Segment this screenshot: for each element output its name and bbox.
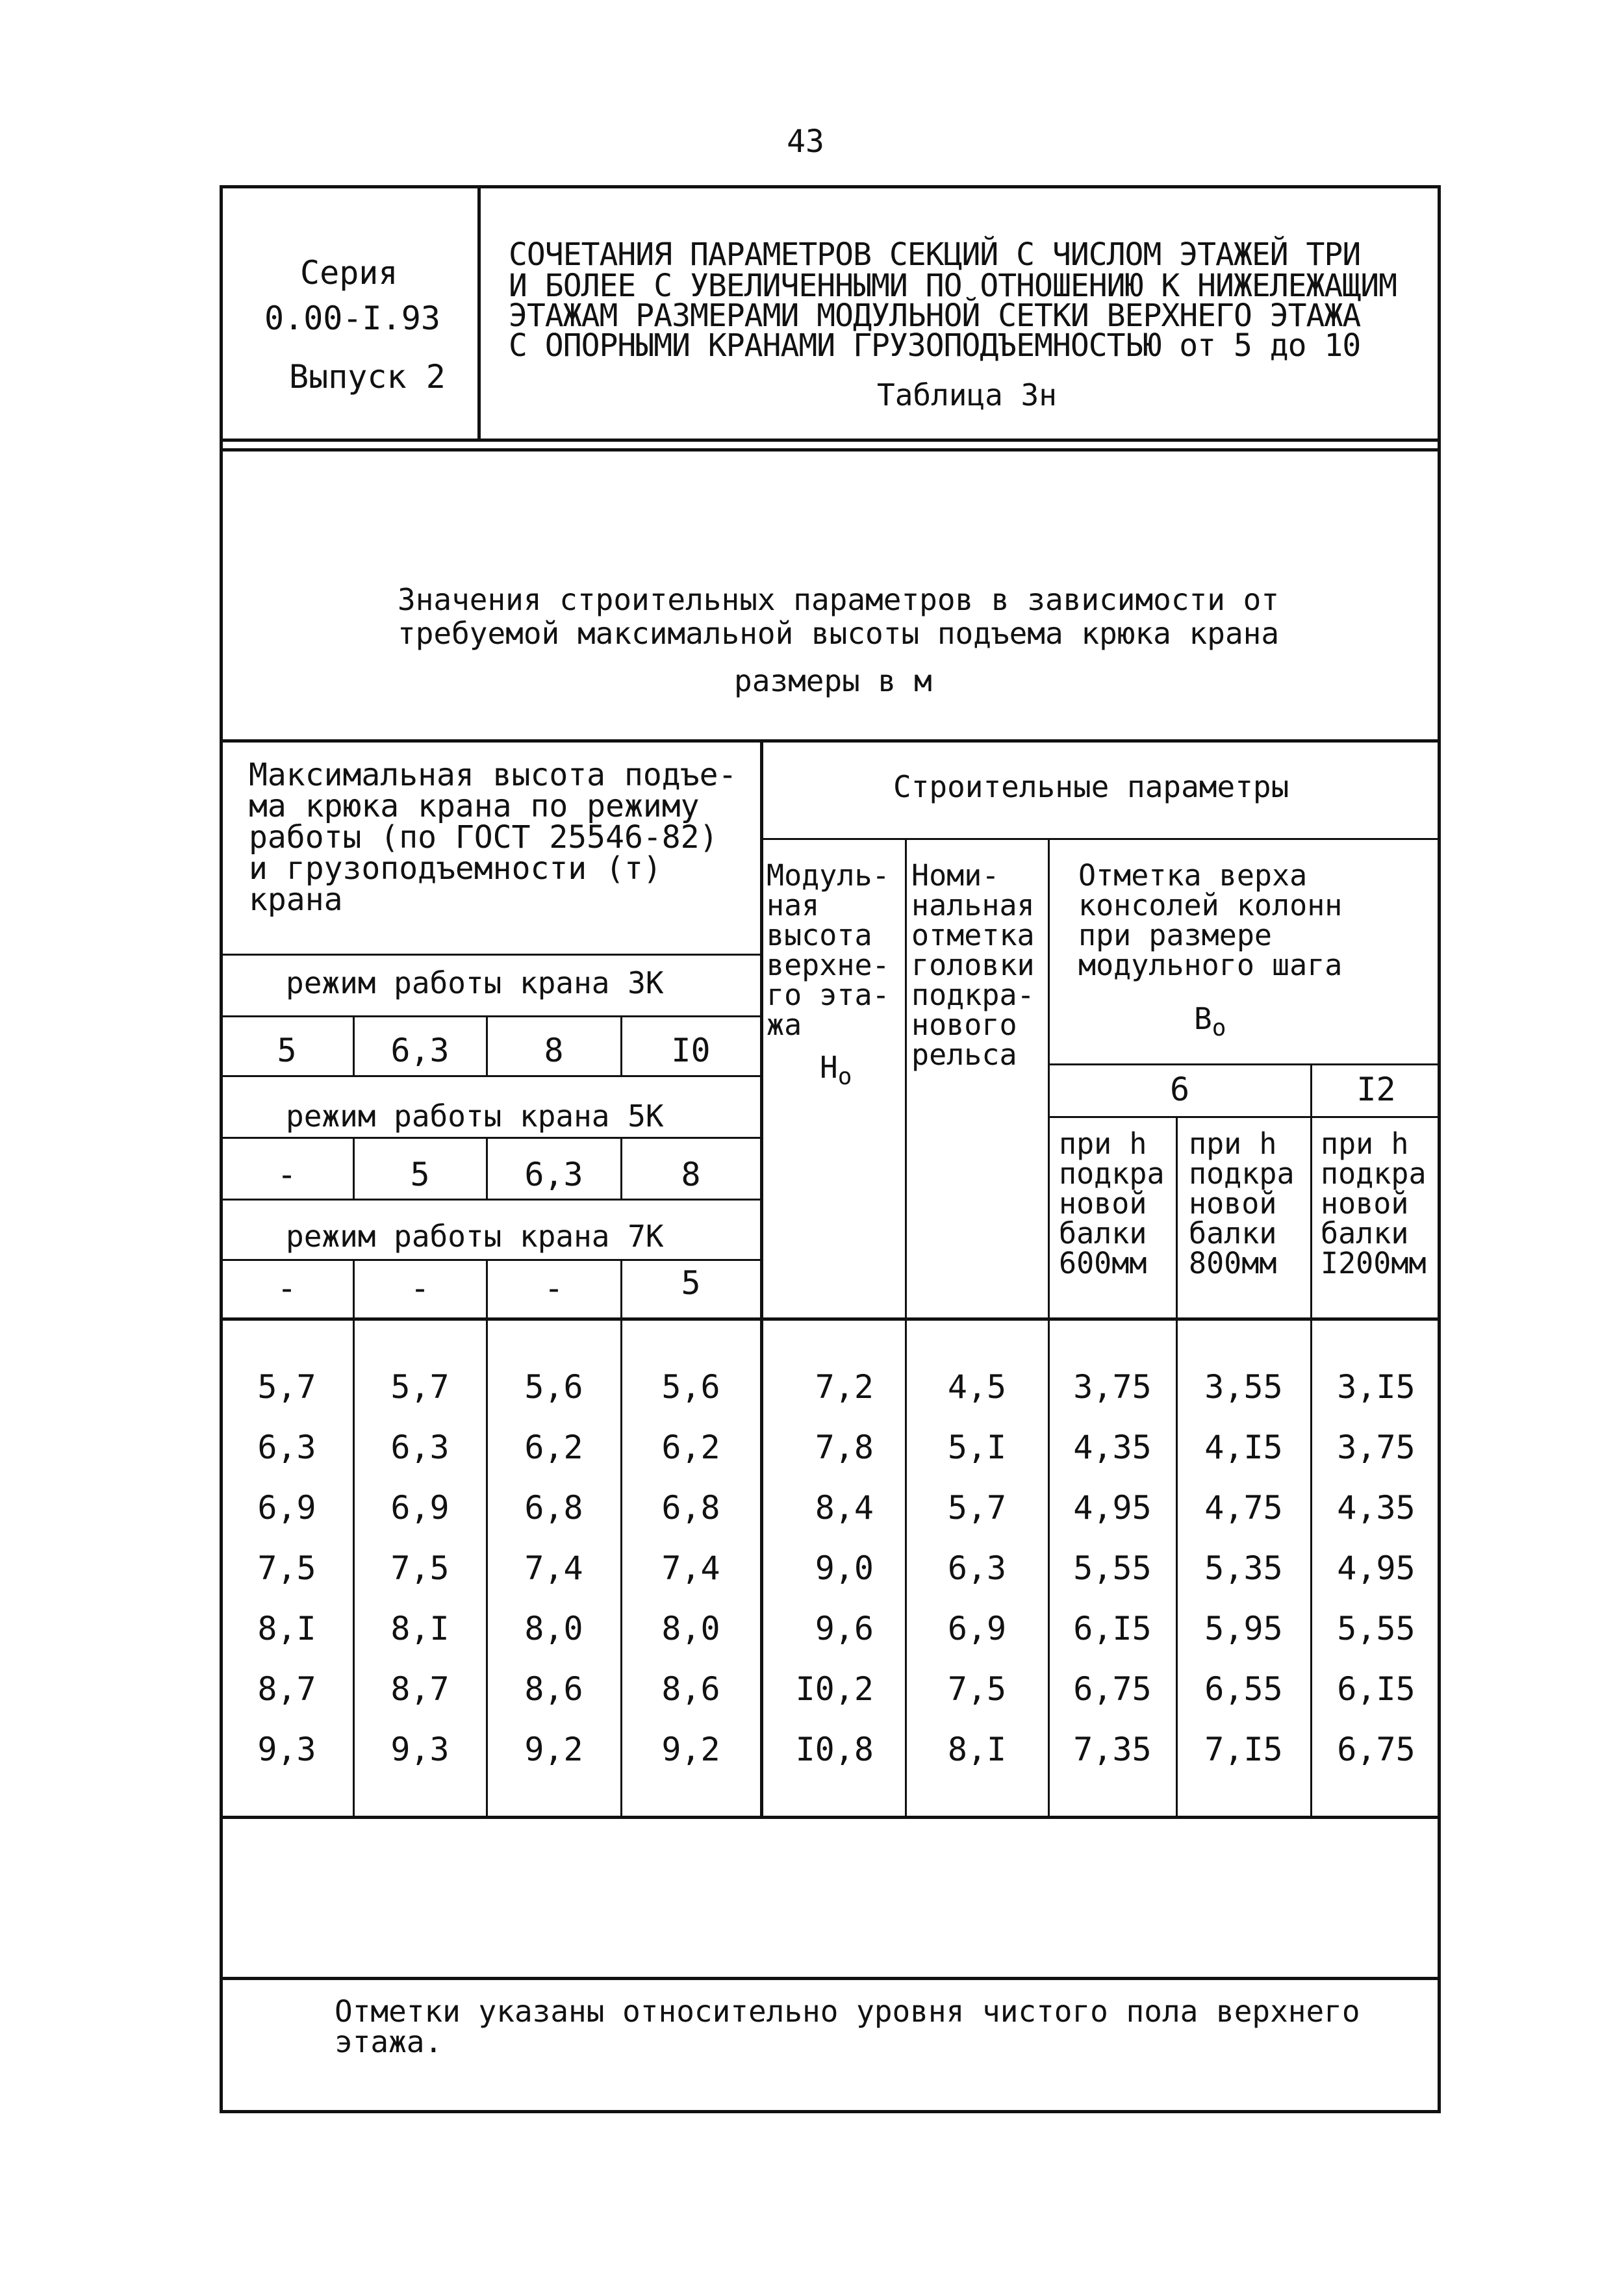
left-col-line-2c	[486, 1259, 488, 1816]
table-cell: 5,6	[524, 1368, 583, 1406]
table-cell: 9,2	[524, 1731, 583, 1768]
note-top-line	[220, 1977, 1441, 1980]
step-12-label: I2	[1356, 1071, 1396, 1108]
left-header-line-4: и грузоподъемности (т)	[249, 850, 662, 887]
page-number: 43	[787, 123, 824, 160]
table-cell: 6,I5	[1337, 1670, 1415, 1708]
beam-600-header: при h подкра новой балки 600мм	[1059, 1126, 1165, 1280]
caption-units: размеры в м	[734, 663, 932, 698]
params-col-line-3	[1176, 1116, 1178, 1818]
table-cell: 4,95	[1337, 1549, 1415, 1587]
mode-5k-value: 5	[410, 1156, 430, 1193]
table-label: Таблица 3н	[877, 377, 1057, 413]
table-cell: 6,8	[661, 1489, 720, 1527]
params-header-line	[760, 838, 1441, 840]
beam-800-header: при h подкра новой балки 800мм	[1189, 1126, 1295, 1280]
left-header-line-2: ма крюка крана по режиму	[249, 788, 700, 824]
caption-line-2: требуемой максимальной высоты подъема крюка крана	[398, 616, 1280, 651]
table-cell: 6,3	[390, 1429, 450, 1466]
table-cell: 5,7	[257, 1368, 316, 1406]
table-bottom-line	[220, 1816, 1441, 1819]
mode-5k-label: режим работы крана 5К	[286, 1099, 664, 1134]
table-cell: 6,I5	[1073, 1610, 1152, 1647]
params-header: Строительные параметры	[893, 769, 1289, 804]
table-cell: 9,2	[661, 1731, 720, 1768]
title-line-4: С ОПОРНЫМИ КРАНАМИ ГРУЗОПОДЪЕМНОСТЬЮ от 5 до 10	[509, 327, 1361, 364]
mode-3k-value: 5	[277, 1032, 297, 1069]
left-mode3-top	[220, 1199, 760, 1201]
table-cell: 7,4	[661, 1549, 720, 1587]
table-cell: 8,6	[661, 1670, 720, 1708]
table-cell: 5,35	[1204, 1549, 1283, 1587]
table-cell: 6,2	[661, 1429, 720, 1466]
mode-3k-value: 6,3	[390, 1032, 450, 1069]
table-cell: 8,I	[947, 1731, 1007, 1768]
table-cell: 8,4	[815, 1489, 874, 1527]
table-cell: 7,5	[947, 1670, 1007, 1708]
mode-3k-value: 8	[544, 1032, 564, 1069]
table-cell: 5,7	[947, 1489, 1007, 1527]
left-col-line-3c	[620, 1259, 622, 1816]
table-cell: 4,35	[1337, 1489, 1415, 1527]
left-params-divider	[760, 739, 763, 1818]
table-cell: 9,6	[815, 1610, 874, 1647]
header-bottom-line	[220, 439, 1441, 442]
table-cell: 8,I	[390, 1610, 450, 1647]
caption-line-1: Значения строительных параметров в зависимости от	[398, 582, 1280, 617]
table-cell: 4,I5	[1204, 1429, 1283, 1466]
table-cell: 5,95	[1204, 1610, 1283, 1647]
table-cell: 6,3	[257, 1429, 316, 1466]
console-step-line	[1048, 1063, 1441, 1065]
table-cell: 6,9	[390, 1489, 450, 1527]
col-console-symbol: $B_o$	[1194, 1001, 1226, 1042]
table-cell: 7,5	[257, 1549, 316, 1587]
mode-5k-value: 8	[681, 1156, 701, 1193]
left-mode2-values-top	[220, 1137, 760, 1139]
table-cell: 7,8	[815, 1429, 874, 1466]
table-cell: 9,3	[257, 1731, 316, 1768]
table-cell: 6,9	[947, 1610, 1007, 1647]
left-mode2-top	[220, 1075, 760, 1077]
table-cell: 8,7	[257, 1670, 316, 1708]
col-height-symbol: $H_o$	[820, 1050, 852, 1091]
table-cell: 5,I	[947, 1429, 1007, 1466]
table-cell: 8,0	[524, 1610, 583, 1647]
title-line-3: ЭТАЖАМ РАЗМЕРАМИ МОДУЛЬНОЙ СЕТКИ ВЕРХНЕГО ЭТАЖА	[509, 298, 1361, 334]
table-cell: 3,75	[1073, 1368, 1152, 1406]
header-divider	[477, 185, 481, 442]
table-cell: 9,3	[390, 1731, 450, 1768]
table-cell: 5,7	[390, 1368, 450, 1406]
col-rail-header: Номи- нальная отметка головки подкра- нового рельса	[911, 858, 1035, 1072]
table-cell: 8,0	[661, 1610, 720, 1647]
table-cell: I0,8	[795, 1731, 874, 1768]
table-cell: 5,55	[1073, 1549, 1152, 1587]
table-cell: 5,6	[661, 1368, 720, 1406]
series-issue: Выпуск 2	[289, 358, 446, 396]
left-header-line-5: крана	[249, 882, 343, 918]
table-cell: 4,5	[947, 1368, 1007, 1406]
title-line-2: И БОЛЕЕ С УВЕЛИЧЕННЫМИ ПО ОТНОШЕНИЮ К НИЖЕЛЕЖАЩИМ	[509, 268, 1397, 304]
table-cell: 6,8	[524, 1489, 583, 1527]
left-header-line-3: работы (по ГОСТ 25546-82)	[249, 819, 718, 856]
col-height-header: Модуль- ная высота верхне- го эта- жа	[767, 858, 890, 1042]
left-mode1-values-top	[220, 1015, 760, 1017]
header-second-line	[220, 448, 1441, 451]
data-top-line	[220, 1317, 1441, 1321]
table-cell: 4,35	[1073, 1429, 1152, 1466]
table-cell: 6,9	[257, 1489, 316, 1527]
mode-5k-value: -	[277, 1156, 297, 1193]
table-cell: 4,75	[1204, 1489, 1283, 1527]
table-cell: 7,35	[1073, 1731, 1152, 1768]
table-cell: 8,I	[257, 1610, 316, 1647]
table-cell: 7,5	[390, 1549, 450, 1587]
series-label: Серия	[300, 254, 398, 292]
mode-7k-value: -	[410, 1269, 430, 1307]
table-cell: 6,2	[524, 1429, 583, 1466]
table-top-line	[220, 739, 1441, 743]
table-cell: 7,4	[524, 1549, 583, 1587]
left-mode3-values-top	[220, 1259, 760, 1261]
col-console-header: Отметка верха консолей колонн при размере модульного шага	[1078, 858, 1343, 982]
mode-7k-value: -	[544, 1269, 564, 1307]
table-cell: 3,75	[1337, 1429, 1415, 1466]
mode-7k-value: 5	[681, 1264, 701, 1302]
title-line-1: СОЧЕТАНИЯ ПАРАМЕТРОВ СЕКЦИЙ С ЧИСЛОМ ЭТАЖЕЙ ТРИ	[509, 236, 1361, 273]
table-cell: 7,I5	[1204, 1731, 1283, 1768]
left-col-line-1c	[353, 1259, 355, 1816]
table-cell: 3,I5	[1337, 1368, 1415, 1406]
table-cell: 4,95	[1073, 1489, 1152, 1527]
mode-3k-label: режим работы крана 3К	[286, 965, 664, 1000]
table-cell: 9,0	[815, 1549, 874, 1587]
mode-7k-value: -	[277, 1269, 297, 1307]
params-col-line-2	[1048, 838, 1050, 1818]
mode-5k-value: 6,3	[524, 1156, 583, 1193]
left-header-line-1: Максимальная высота подъе-	[249, 757, 737, 793]
console-beam-line	[1048, 1116, 1441, 1118]
mode-3k-value: I0	[671, 1032, 711, 1069]
table-cell: 6,55	[1204, 1670, 1283, 1708]
table-cell: 3,55	[1204, 1368, 1283, 1406]
note-line-2: этажа.	[335, 2024, 443, 2059]
table-cell: 8,7	[390, 1670, 450, 1708]
table-cell: I0,2	[795, 1670, 874, 1708]
table-cell: 6,75	[1337, 1731, 1415, 1768]
beam-1200-header: при h подкра новой балки I200мм	[1321, 1126, 1427, 1280]
note-line-1: Отметки указаны относительно уровня чистого пола верхнего	[335, 1994, 1360, 2029]
step-6-label: 6	[1169, 1071, 1190, 1108]
table-cell: 6,75	[1073, 1670, 1152, 1708]
series-number: 0.00-I.93	[264, 299, 440, 337]
table-cell: 6,3	[947, 1549, 1007, 1587]
left-mode1-top	[220, 954, 760, 956]
table-cell: 5,55	[1337, 1610, 1415, 1647]
params-col-line-1	[905, 838, 907, 1818]
mode-7k-label: режим работы крана 7К	[286, 1219, 664, 1254]
table-cell: 8,6	[524, 1670, 583, 1708]
table-cell: 7,2	[815, 1368, 874, 1406]
